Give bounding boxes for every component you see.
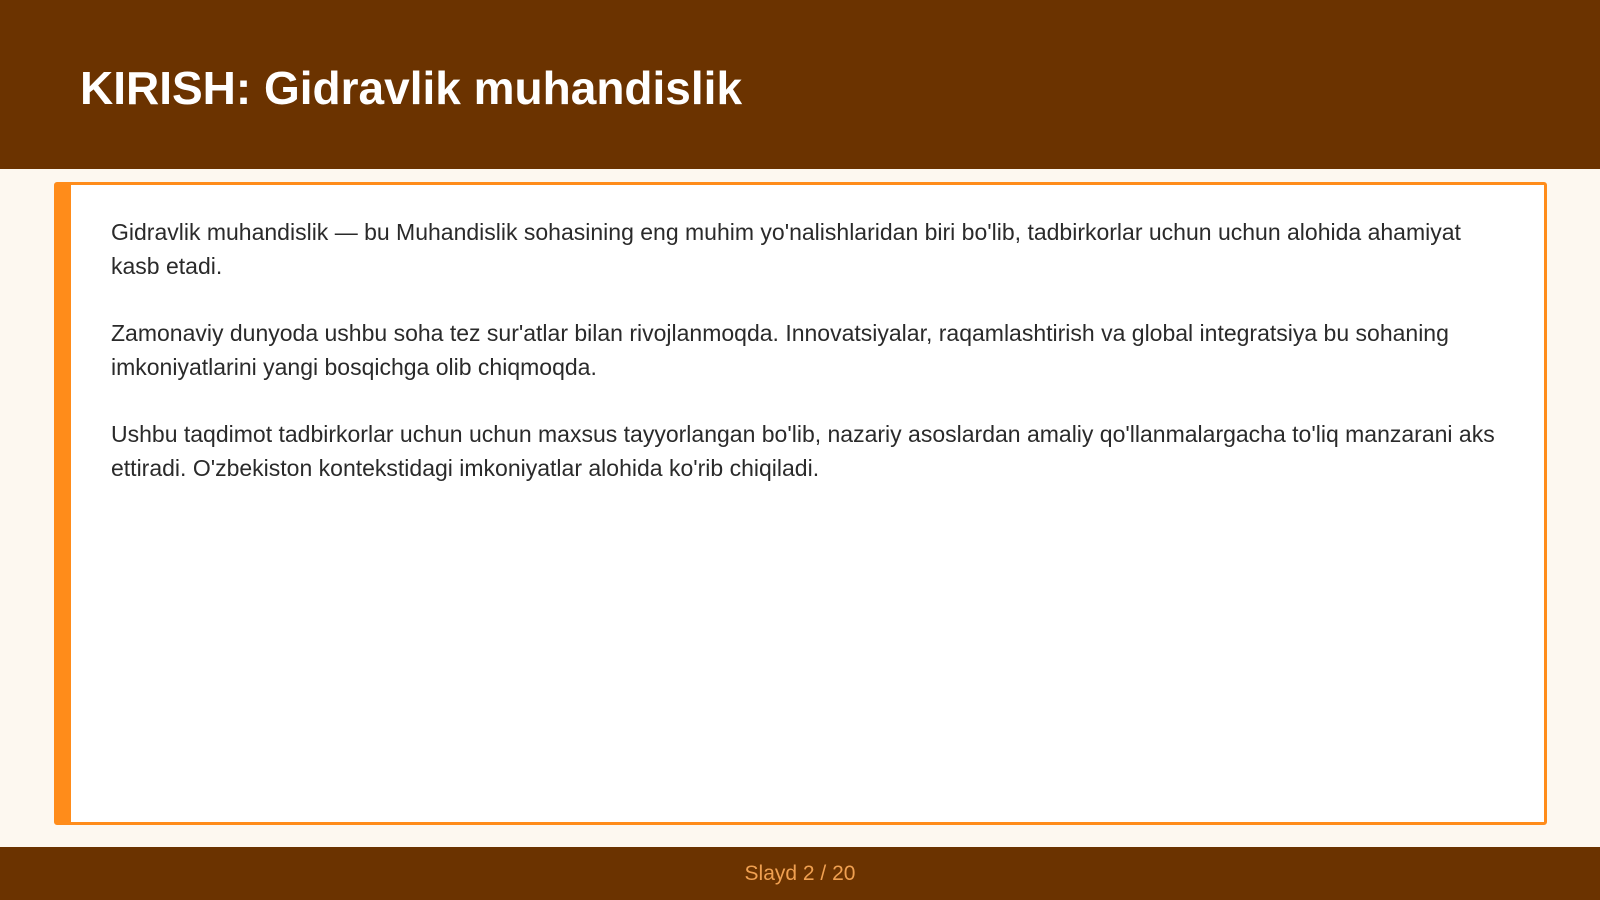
slide-footer	[0, 847, 1600, 900]
slide-number: Slayd 2 / 20	[744, 862, 856, 885]
content-paragraphs	[111, 215, 1501, 518]
presentation-purpose-paragraph: Ushbu taqdimot tadbirkorlar uchun uchun maxsus tayyorlangan bo'lib, nazariy asoslardan amaliy qo'llanmalargacha to'liq manzarani aks ettiradi. O'zbekiston kontekstidagi imkoniyatlar alohida ko'rib chiqiladi.	[111, 421, 1495, 481]
development-paragraph: Zamonaviy dunyoda ushbu soha tez sur'atlar bilan rivojlanmoqda. Innovatsiyalar, raqamlashtirish va global integratsiya bu sohaning imkoniyatlarini yangi bosqichga olib chiqmoqda.	[111, 320, 1449, 380]
slide-header	[0, 0, 1600, 169]
intro-paragraph: Gidravlik muhandislik — bu Muhandislik sohasining eng muhim yo'nalishlaridan biri bo'lib, tadbirkorlar uchun uchun alohida ahamiyat kasb etadi.	[111, 219, 1461, 279]
slide-title: KIRISH: Gidravlik muhandislik	[80, 62, 743, 114]
content-box	[54, 182, 1547, 825]
